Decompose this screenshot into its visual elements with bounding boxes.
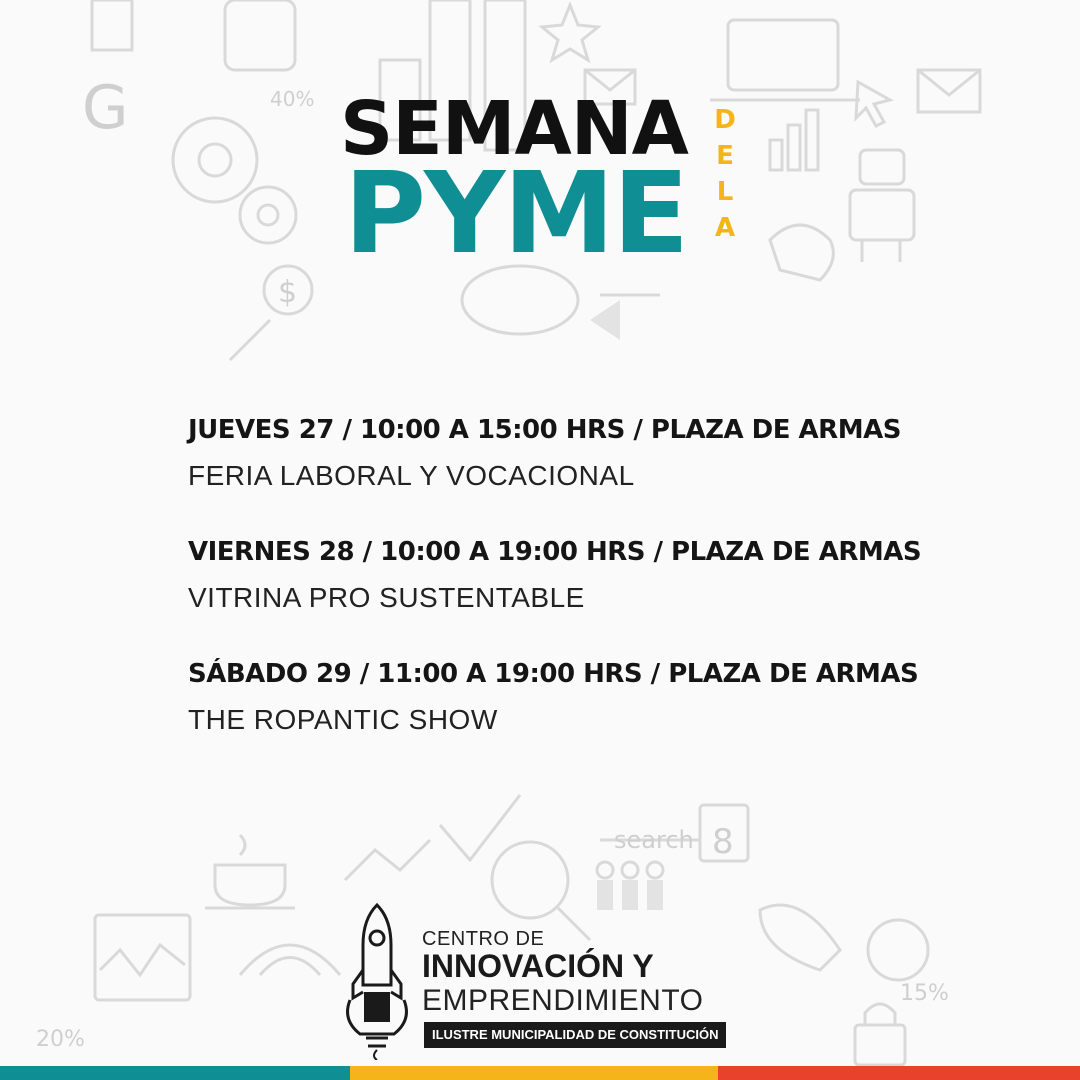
event-header: JUEVES 27 / 10:00 A 15:00 HRS / PLAZA DE ARMAS	[188, 415, 901, 445]
line-chart-doodle	[345, 840, 430, 880]
title-block	[340, 86, 760, 282]
title-de-la	[705, 102, 745, 246]
rocket-bulb-icon	[340, 900, 415, 1060]
search-text-doodle: search	[614, 826, 694, 854]
pie-doodle	[868, 920, 928, 980]
cursor-doodle	[856, 82, 890, 126]
event-name: THE ROPANTIC SHOW	[188, 704, 498, 735]
rocket-doodle	[760, 905, 840, 970]
star-doodle	[542, 5, 598, 60]
organization-logo	[340, 900, 740, 1060]
wifi-doodle	[240, 945, 340, 975]
color-stripe-yellow	[350, 1066, 718, 1080]
event-header: VIERNES 28 / 10:00 A 19:00 HRS / PLAZA DE ARMAS	[188, 537, 922, 567]
title-dela-letter: E	[716, 141, 734, 171]
event-item	[188, 410, 948, 502]
title-dela-letter: D	[714, 105, 736, 135]
laptop-doodle	[728, 20, 838, 90]
letter-g-doodle: G	[82, 73, 129, 143]
title-semana: SEMANA	[340, 86, 688, 172]
gear-doodle	[173, 118, 257, 202]
color-stripe	[0, 1066, 1080, 1080]
svg-text:8: 8	[712, 822, 734, 862]
event-header: SÁBADO 29 / 11:00 A 19:00 HRS / PLAZA DE ARMAS	[188, 659, 919, 689]
logo-line-3: EMPRENDIMIENTO	[422, 984, 704, 1017]
event-item	[188, 654, 948, 746]
logo-line-4: ILUSTRE MUNICIPALIDAD DE CONSTITUCIÓN	[424, 1022, 726, 1048]
robot-doodle	[850, 150, 914, 262]
title-pyme: PYME	[344, 149, 688, 279]
percent-top-doodle: 40%	[270, 87, 315, 111]
percent-left-doodle: 20%	[36, 1027, 85, 1052]
color-stripe-red	[718, 1066, 1080, 1080]
padlock-doodle	[855, 1025, 905, 1065]
title-dela-letter: L	[716, 177, 734, 207]
logo-line-1: CENTRO DE	[422, 928, 545, 950]
event-item	[188, 532, 948, 624]
title-dela-letter: A	[714, 213, 736, 243]
svg-text:$: $	[278, 275, 298, 310]
coffee-cup-doodle	[205, 835, 295, 908]
percent-right-doodle: 15%	[900, 981, 949, 1006]
phone-doodle	[225, 0, 295, 70]
events-list	[188, 410, 948, 776]
color-stripe-teal	[0, 1066, 350, 1080]
event-name: FERIA LABORAL Y VOCACIONAL	[188, 460, 635, 491]
logo-line-2: INNOVACIÓN Y	[422, 948, 654, 984]
event-name: VITRINA PRO SUSTENTABLE	[188, 582, 585, 613]
